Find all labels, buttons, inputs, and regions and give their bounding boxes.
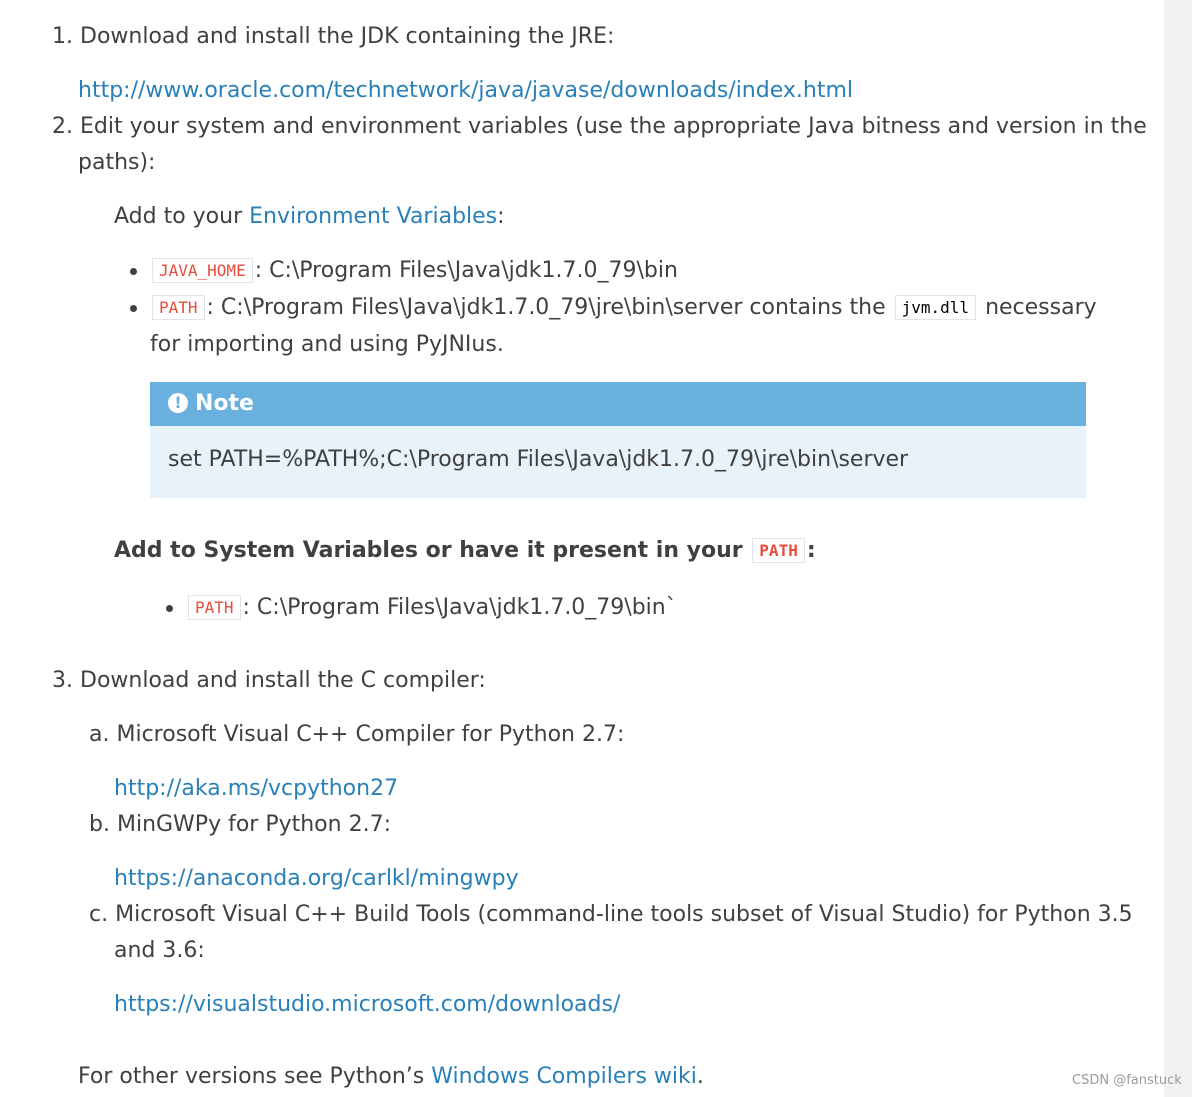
env-intro-prefix: Add to your xyxy=(114,204,250,229)
exclamation-circle-icon: ! xyxy=(168,393,188,413)
watermark: CSDN @fanstuck xyxy=(1072,1073,1182,1088)
step-3b xyxy=(89,811,391,839)
mingwpy-link[interactable]: https://anaconda.org/carlkl/mingwpy xyxy=(114,866,519,891)
env-intro-suffix: : xyxy=(497,204,505,229)
step-3a-marker: a. xyxy=(89,722,110,747)
right-gutter xyxy=(1164,0,1192,1097)
step-3c-text-line2: and 3.6: xyxy=(114,938,205,963)
path-value: : C:\Program Files\Java\jdk1.7.0_79\jre\bin\server contains the xyxy=(206,295,886,320)
windows-compilers-wiki-link[interactable]: Windows Compilers wiki xyxy=(431,1064,697,1089)
path-suffix: necessary xyxy=(985,295,1097,320)
sys-path-item xyxy=(186,594,677,623)
note-header xyxy=(150,382,1086,426)
note-title: Note xyxy=(195,391,254,416)
step-3-text: Download and install the C compiler: xyxy=(80,668,486,693)
path-item xyxy=(150,294,1097,323)
step-3b-marker: b. xyxy=(89,812,110,837)
step-3 xyxy=(52,667,486,695)
note-text: set PATH=%PATH%;C:\Program Files\Java\jdk1.7.0_79\jre\bin\server xyxy=(168,447,909,472)
bullet xyxy=(166,605,173,612)
sys-heading-suffix: : xyxy=(806,538,816,563)
environment-variables-link[interactable]: Environment Variables xyxy=(249,204,498,229)
footer-prefix: For other versions see Python’s xyxy=(78,1064,432,1089)
step-3c xyxy=(89,901,1133,929)
step-1-marker: 1. xyxy=(52,24,73,49)
java-home-value: : C:\Program Files\Java\jdk1.7.0_79\bin xyxy=(254,258,678,283)
note-body xyxy=(150,426,1086,498)
step-1 xyxy=(52,23,614,51)
footer-suffix: . xyxy=(696,1064,704,1089)
step-2-marker: 2. xyxy=(52,114,73,139)
sys-heading-path-code: PATH xyxy=(752,538,805,563)
system-variables-heading xyxy=(114,537,816,566)
bullet xyxy=(130,305,137,312)
step-3a xyxy=(89,721,624,749)
jvm-dll-code: jvm.dll xyxy=(895,295,976,320)
sys-path-code: PATH xyxy=(188,595,241,620)
path-code: PATH xyxy=(152,295,205,320)
java-home-item xyxy=(150,257,678,286)
step-3b-text: MinGWPy for Python 2.7: xyxy=(116,812,391,837)
other-versions-note xyxy=(78,1063,704,1091)
step-2-text-line1: Edit your system and environment variables (use the appropriate Java bitness and version in the xyxy=(80,114,1147,139)
oracle-download-link[interactable]: http://www.oracle.com/technetwork/java/javase/downloads/index.html xyxy=(78,78,853,103)
step-2-text-line2: paths): xyxy=(78,150,156,175)
visualstudio-downloads-link[interactable]: https://visualstudio.microsoft.com/downloads/ xyxy=(114,992,621,1017)
env-vars-intro xyxy=(114,203,505,231)
step-3c-text-line1: Microsoft Visual C++ Build Tools (command-line tools subset of Visual Studio) for Python 3.5 xyxy=(115,902,1133,927)
step-3-marker: 3. xyxy=(52,668,73,693)
bullet xyxy=(130,268,137,275)
step-2 xyxy=(52,113,1147,141)
step-3c-marker: c. xyxy=(89,902,109,927)
step-1-text: Download and install the JDK containing the JRE: xyxy=(80,24,615,49)
step-3a-text: Microsoft Visual C++ Compiler for Python 2.7: xyxy=(116,722,625,747)
path-item-line2: for importing and using PyJNIus. xyxy=(150,332,504,357)
java-home-code: JAVA_HOME xyxy=(152,258,253,283)
sys-heading-text: Add to System Variables or have it present in your xyxy=(114,538,743,563)
sys-path-value: : C:\Program Files\Java\jdk1.7.0_79\bin` xyxy=(242,595,677,620)
vcpython27-link[interactable]: http://aka.ms/vcpython27 xyxy=(114,776,399,801)
